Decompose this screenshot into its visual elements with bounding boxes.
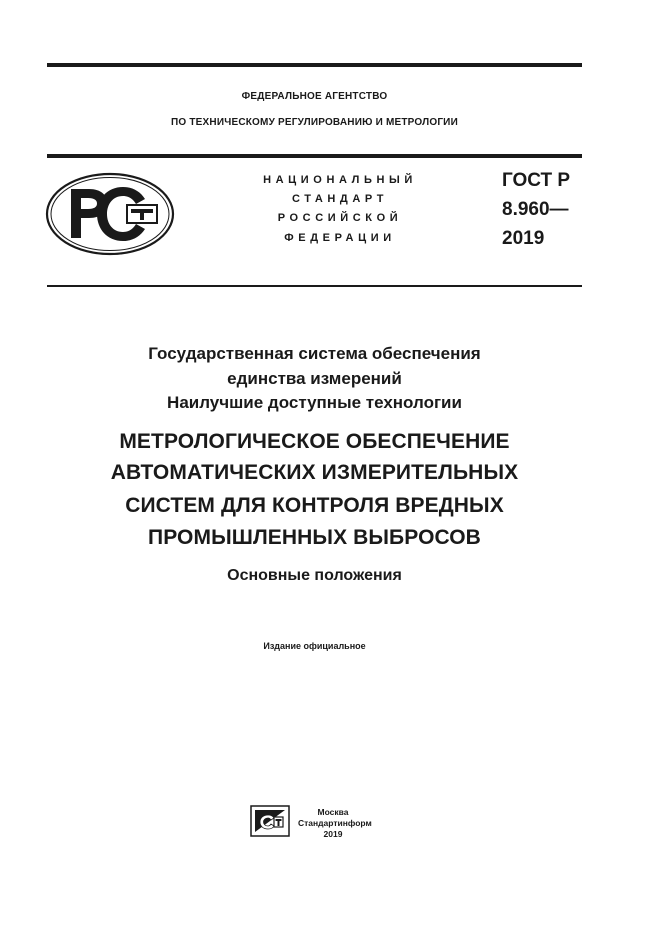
- rst-logo-icon: [45, 172, 175, 256]
- middle-rule: [47, 154, 582, 158]
- agency-line-1: ФЕДЕРАЛЬНОЕ АГЕНТСТВО: [241, 91, 388, 102]
- main-title-line-3: СИСТЕМ ДЛЯ КОНТРОЛЯ ВРЕДНЫХ: [125, 494, 504, 517]
- main-title-line-1: МЕТРОЛОГИЧЕСКОЕ ОБЕСПЕЧЕНИЕ: [119, 430, 510, 453]
- lower-rule: [47, 285, 582, 287]
- standard-type-line-4: ФЕДЕРАЦИИ: [284, 232, 396, 244]
- edition-label: Издание официальное: [263, 641, 366, 651]
- main-title-line-4: ПРОМЫШЛЕННЫХ ВЫБРОСОВ: [148, 526, 481, 549]
- designation-line-2: 8.960—: [502, 199, 569, 220]
- standartinform-logo-icon: [250, 805, 290, 837]
- designation-line-3: 2019: [502, 228, 545, 249]
- standard-type-line-2: СТАНДАРТ: [291, 193, 389, 205]
- subtitle-line-3: Наилучшие доступные технологии: [167, 393, 462, 412]
- subtitle-line-2: единства измерений: [227, 369, 402, 388]
- top-rule: [47, 63, 582, 67]
- standard-type-line-1: НАЦИОНАЛЬНЫЙ: [263, 174, 417, 186]
- publisher-year: 2019: [323, 829, 343, 839]
- standard-type-line-3: РОССИЙСКОЙ: [277, 212, 403, 224]
- designation-line-1: ГОСТ Р: [502, 170, 571, 191]
- subtitle-line-1: Государственная система обеспечения: [148, 344, 481, 363]
- main-title-line-2: АВТОМАТИЧЕСКИХ ИЗМЕРИТЕЛЬНЫХ: [110, 461, 519, 484]
- publisher-name: Стандартинформ: [298, 818, 372, 828]
- basic-provisions: Основные положения: [227, 567, 402, 584]
- publisher-city: Москва: [317, 807, 349, 817]
- agency-line-2: ПО ТЕХНИЧЕСКОМУ РЕГУЛИРОВАНИЮ И МЕТРОЛОГИИ: [171, 117, 458, 128]
